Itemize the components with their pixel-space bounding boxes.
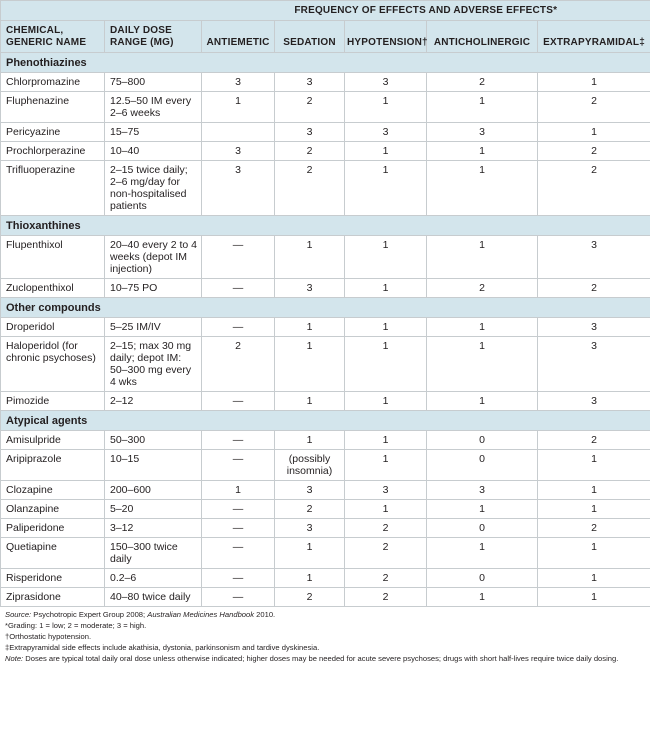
cell-extrapyramidal: 1 xyxy=(538,538,650,569)
section-title: Thioxanthines xyxy=(1,216,650,236)
cell-name: Olanzapine xyxy=(1,500,105,519)
cell-hypotension: 2 xyxy=(345,519,427,538)
cell-extrapyramidal: 1 xyxy=(538,500,650,519)
section-row xyxy=(1,216,650,236)
cell-anticholinergic: 1 xyxy=(427,161,538,216)
cell-name: Droperidol xyxy=(1,318,105,337)
cell-antiemetic: — xyxy=(202,450,275,481)
frequency-group-header: FREQUENCY OF EFFECTS AND ADVERSE EFFECTS* xyxy=(202,1,650,21)
cell-hypotension: 1 xyxy=(345,142,427,161)
cell-name: Pimozide xyxy=(1,392,105,411)
cell-dose: 5–25 IM/IV xyxy=(105,318,202,337)
cell-sedation: 1 xyxy=(275,569,345,588)
cell-extrapyramidal: 2 xyxy=(538,92,650,123)
cell-name: Quetiapine xyxy=(1,538,105,569)
cell-dose: 10–75 PO xyxy=(105,279,202,298)
footnote-grading: *Grading: 1 = low; 2 = moderate; 3 = high. xyxy=(5,621,147,630)
cell-name: Flupenthixol xyxy=(1,236,105,279)
cell-dose: 10–40 xyxy=(105,142,202,161)
table-row xyxy=(1,450,650,481)
section-row xyxy=(1,298,650,318)
table-header xyxy=(1,1,650,53)
cell-anticholinergic: 0 xyxy=(427,519,538,538)
section-title: Phenothiazines xyxy=(1,53,650,73)
column-header-dose: DAILY DOSE RANGE (MG) xyxy=(105,21,202,53)
header-row-columns xyxy=(1,21,650,53)
table-footnotes xyxy=(0,607,650,664)
column-header-sedation: SEDATION xyxy=(275,21,345,53)
section-row xyxy=(1,411,650,431)
cell-anticholinergic: 1 xyxy=(427,337,538,392)
cell-extrapyramidal: 1 xyxy=(538,569,650,588)
cell-extrapyramidal: 3 xyxy=(538,337,650,392)
cell-sedation: 1 xyxy=(275,337,345,392)
cell-name: Haloperidol (for chronic psychoses) xyxy=(1,337,105,392)
cell-anticholinergic: 0 xyxy=(427,431,538,450)
table-row xyxy=(1,481,650,500)
table-row xyxy=(1,318,650,337)
cell-hypotension: 2 xyxy=(345,569,427,588)
cell-anticholinergic: 0 xyxy=(427,569,538,588)
cell-anticholinergic: 1 xyxy=(427,236,538,279)
cell-sedation: 3 xyxy=(275,481,345,500)
cell-name: Chlorpromazine xyxy=(1,73,105,92)
cell-sedation: 1 xyxy=(275,431,345,450)
cell-name: Prochlorperazine xyxy=(1,142,105,161)
table-row xyxy=(1,392,650,411)
cell-antiemetic: — xyxy=(202,318,275,337)
footnote-hypotension: †Orthostatic hypotension. xyxy=(5,632,92,641)
section-title: Atypical agents xyxy=(1,411,650,431)
cell-antiemetic: — xyxy=(202,279,275,298)
cell-name: Ziprasidone xyxy=(1,588,105,607)
cell-name: Fluphenazine xyxy=(1,92,105,123)
cell-hypotension: 1 xyxy=(345,92,427,123)
cell-sedation: 1 xyxy=(275,318,345,337)
cell-anticholinergic: 3 xyxy=(427,481,538,500)
cell-name: Paliperidone xyxy=(1,519,105,538)
cell-anticholinergic: 2 xyxy=(427,73,538,92)
cell-hypotension: 2 xyxy=(345,538,427,569)
cell-antiemetic: 3 xyxy=(202,73,275,92)
cell-name: Trifluoperazine xyxy=(1,161,105,216)
cell-sedation: 2 xyxy=(275,588,345,607)
cell-antiemetic: 2 xyxy=(202,337,275,392)
cell-antiemetic: 3 xyxy=(202,142,275,161)
cell-anticholinergic: 3 xyxy=(427,123,538,142)
source-year: 2010. xyxy=(254,610,276,619)
header-blank-cell xyxy=(1,1,202,21)
column-header-chemical: CHEMICAL, GENERIC NAME xyxy=(1,21,105,53)
column-header-antiemetic: ANTIEMETIC xyxy=(202,21,275,53)
table-row xyxy=(1,588,650,607)
cell-sedation: 2 xyxy=(275,161,345,216)
cell-name: Pericyazine xyxy=(1,123,105,142)
column-header-extrapyramidal: EXTRAPYRAMIDAL‡ xyxy=(538,21,650,53)
cell-hypotension: 1 xyxy=(345,236,427,279)
source-text: Psychotropic Expert Group 2008; xyxy=(31,610,148,619)
cell-anticholinergic: 1 xyxy=(427,392,538,411)
cell-anticholinergic: 0 xyxy=(427,450,538,481)
cell-hypotension: 2 xyxy=(345,588,427,607)
cell-dose: 50–300 xyxy=(105,431,202,450)
cell-antiemetic: 3 xyxy=(202,161,275,216)
cell-name: Aripiprazole xyxy=(1,450,105,481)
cell-anticholinergic: 1 xyxy=(427,92,538,123)
cell-antiemetic: — xyxy=(202,569,275,588)
cell-sedation: 2 xyxy=(275,142,345,161)
cell-extrapyramidal: 2 xyxy=(538,431,650,450)
cell-extrapyramidal: 2 xyxy=(538,519,650,538)
cell-name: Zuclopenthixol xyxy=(1,279,105,298)
cell-extrapyramidal: 1 xyxy=(538,123,650,142)
cell-hypotension: 1 xyxy=(345,392,427,411)
cell-dose: 2–15 twice daily; 2–6 mg/day for non-hospitalised patients xyxy=(105,161,202,216)
cell-dose: 2–15; max 30 mg daily; depot IM: 50–300 mg every 4 wks xyxy=(105,337,202,392)
note-label: Note: xyxy=(5,654,24,663)
table-row xyxy=(1,123,650,142)
table-row xyxy=(1,279,650,298)
table-row xyxy=(1,73,650,92)
cell-sedation: 3 xyxy=(275,123,345,142)
cell-extrapyramidal: 3 xyxy=(538,236,650,279)
table-row xyxy=(1,569,650,588)
cell-extrapyramidal: 3 xyxy=(538,392,650,411)
table-row xyxy=(1,161,650,216)
cell-sedation: 2 xyxy=(275,500,345,519)
table-body xyxy=(1,53,650,607)
cell-extrapyramidal: 1 xyxy=(538,588,650,607)
cell-sedation: 1 xyxy=(275,392,345,411)
cell-dose: 40–80 twice daily xyxy=(105,588,202,607)
cell-anticholinergic: 1 xyxy=(427,318,538,337)
table-row xyxy=(1,538,650,569)
cell-anticholinergic: 1 xyxy=(427,588,538,607)
cell-extrapyramidal: 2 xyxy=(538,279,650,298)
note-text: Doses are typical total daily oral dose unless otherwise indicated; higher doses may be needed for acute severe psychoses; drugs with short half-lives require twice daily dosing. xyxy=(23,654,619,663)
cell-antiemetic: — xyxy=(202,588,275,607)
cell-dose: 3–12 xyxy=(105,519,202,538)
cell-hypotension: 3 xyxy=(345,481,427,500)
cell-anticholinergic: 1 xyxy=(427,500,538,519)
section-row xyxy=(1,53,650,73)
cell-hypotension: 1 xyxy=(345,431,427,450)
cell-hypotension: 1 xyxy=(345,500,427,519)
cell-hypotension: 1 xyxy=(345,318,427,337)
column-header-hypotension: HYPOTENSION† xyxy=(345,21,427,53)
cell-name: Risperidone xyxy=(1,569,105,588)
cell-sedation: (possibly insomnia) xyxy=(275,450,345,481)
cell-name: Clozapine xyxy=(1,481,105,500)
cell-dose: 150–300 twice daily xyxy=(105,538,202,569)
cell-hypotension: 1 xyxy=(345,161,427,216)
cell-dose: 5–20 xyxy=(105,500,202,519)
cell-dose: 15–75 xyxy=(105,123,202,142)
source-handbook: Australian Medicines Handbook xyxy=(147,610,255,619)
cell-dose: 75–800 xyxy=(105,73,202,92)
cell-sedation: 1 xyxy=(275,236,345,279)
cell-extrapyramidal: 2 xyxy=(538,142,650,161)
cell-hypotension: 3 xyxy=(345,73,427,92)
cell-dose: 10–15 xyxy=(105,450,202,481)
cell-dose: 12.5–50 IM every 2–6 weeks xyxy=(105,92,202,123)
cell-dose: 0.2–6 xyxy=(105,569,202,588)
cell-antiemetic xyxy=(202,123,275,142)
cell-antiemetic: — xyxy=(202,392,275,411)
table-row xyxy=(1,142,650,161)
cell-sedation: 3 xyxy=(275,279,345,298)
cell-antiemetic: — xyxy=(202,236,275,279)
source-label: Source: xyxy=(5,610,32,619)
cell-anticholinergic: 2 xyxy=(427,279,538,298)
table-row xyxy=(1,519,650,538)
cell-hypotension: 1 xyxy=(345,279,427,298)
section-title: Other compounds xyxy=(1,298,650,318)
cell-antiemetic: — xyxy=(202,519,275,538)
footnote-extrapyramidal: ‡Extrapyramidal side effects include akathisia, dystonia, parkinsonism and tardive dyskinesia. xyxy=(5,643,320,652)
table-row xyxy=(1,431,650,450)
cell-dose: 2–12 xyxy=(105,392,202,411)
table-row xyxy=(1,500,650,519)
table-row xyxy=(1,236,650,279)
footnote-note xyxy=(5,654,645,664)
cell-hypotension: 1 xyxy=(345,337,427,392)
cell-name: Amisulpride xyxy=(1,431,105,450)
header-row-group xyxy=(1,1,650,21)
cell-sedation: 1 xyxy=(275,538,345,569)
cell-antiemetic: 1 xyxy=(202,92,275,123)
cell-antiemetic: — xyxy=(202,431,275,450)
cell-extrapyramidal: 1 xyxy=(538,481,650,500)
cell-anticholinergic: 1 xyxy=(427,538,538,569)
table-row xyxy=(1,92,650,123)
cell-extrapyramidal: 1 xyxy=(538,73,650,92)
table-row xyxy=(1,337,650,392)
cell-extrapyramidal: 1 xyxy=(538,450,650,481)
cell-hypotension: 3 xyxy=(345,123,427,142)
column-header-anticholinergic: ANTICHOLINERGIC xyxy=(427,21,538,53)
cell-sedation: 2 xyxy=(275,92,345,123)
cell-sedation: 3 xyxy=(275,73,345,92)
cell-anticholinergic: 1 xyxy=(427,142,538,161)
cell-hypotension: 1 xyxy=(345,450,427,481)
cell-antiemetic: — xyxy=(202,500,275,519)
cell-dose: 200–600 xyxy=(105,481,202,500)
cell-sedation: 3 xyxy=(275,519,345,538)
cell-dose: 20–40 every 2 to 4 weeks (depot IM injection) xyxy=(105,236,202,279)
cell-antiemetic: 1 xyxy=(202,481,275,500)
cell-extrapyramidal: 2 xyxy=(538,161,650,216)
cell-antiemetic: — xyxy=(202,538,275,569)
footnote-source xyxy=(5,610,645,620)
cell-extrapyramidal: 3 xyxy=(538,318,650,337)
